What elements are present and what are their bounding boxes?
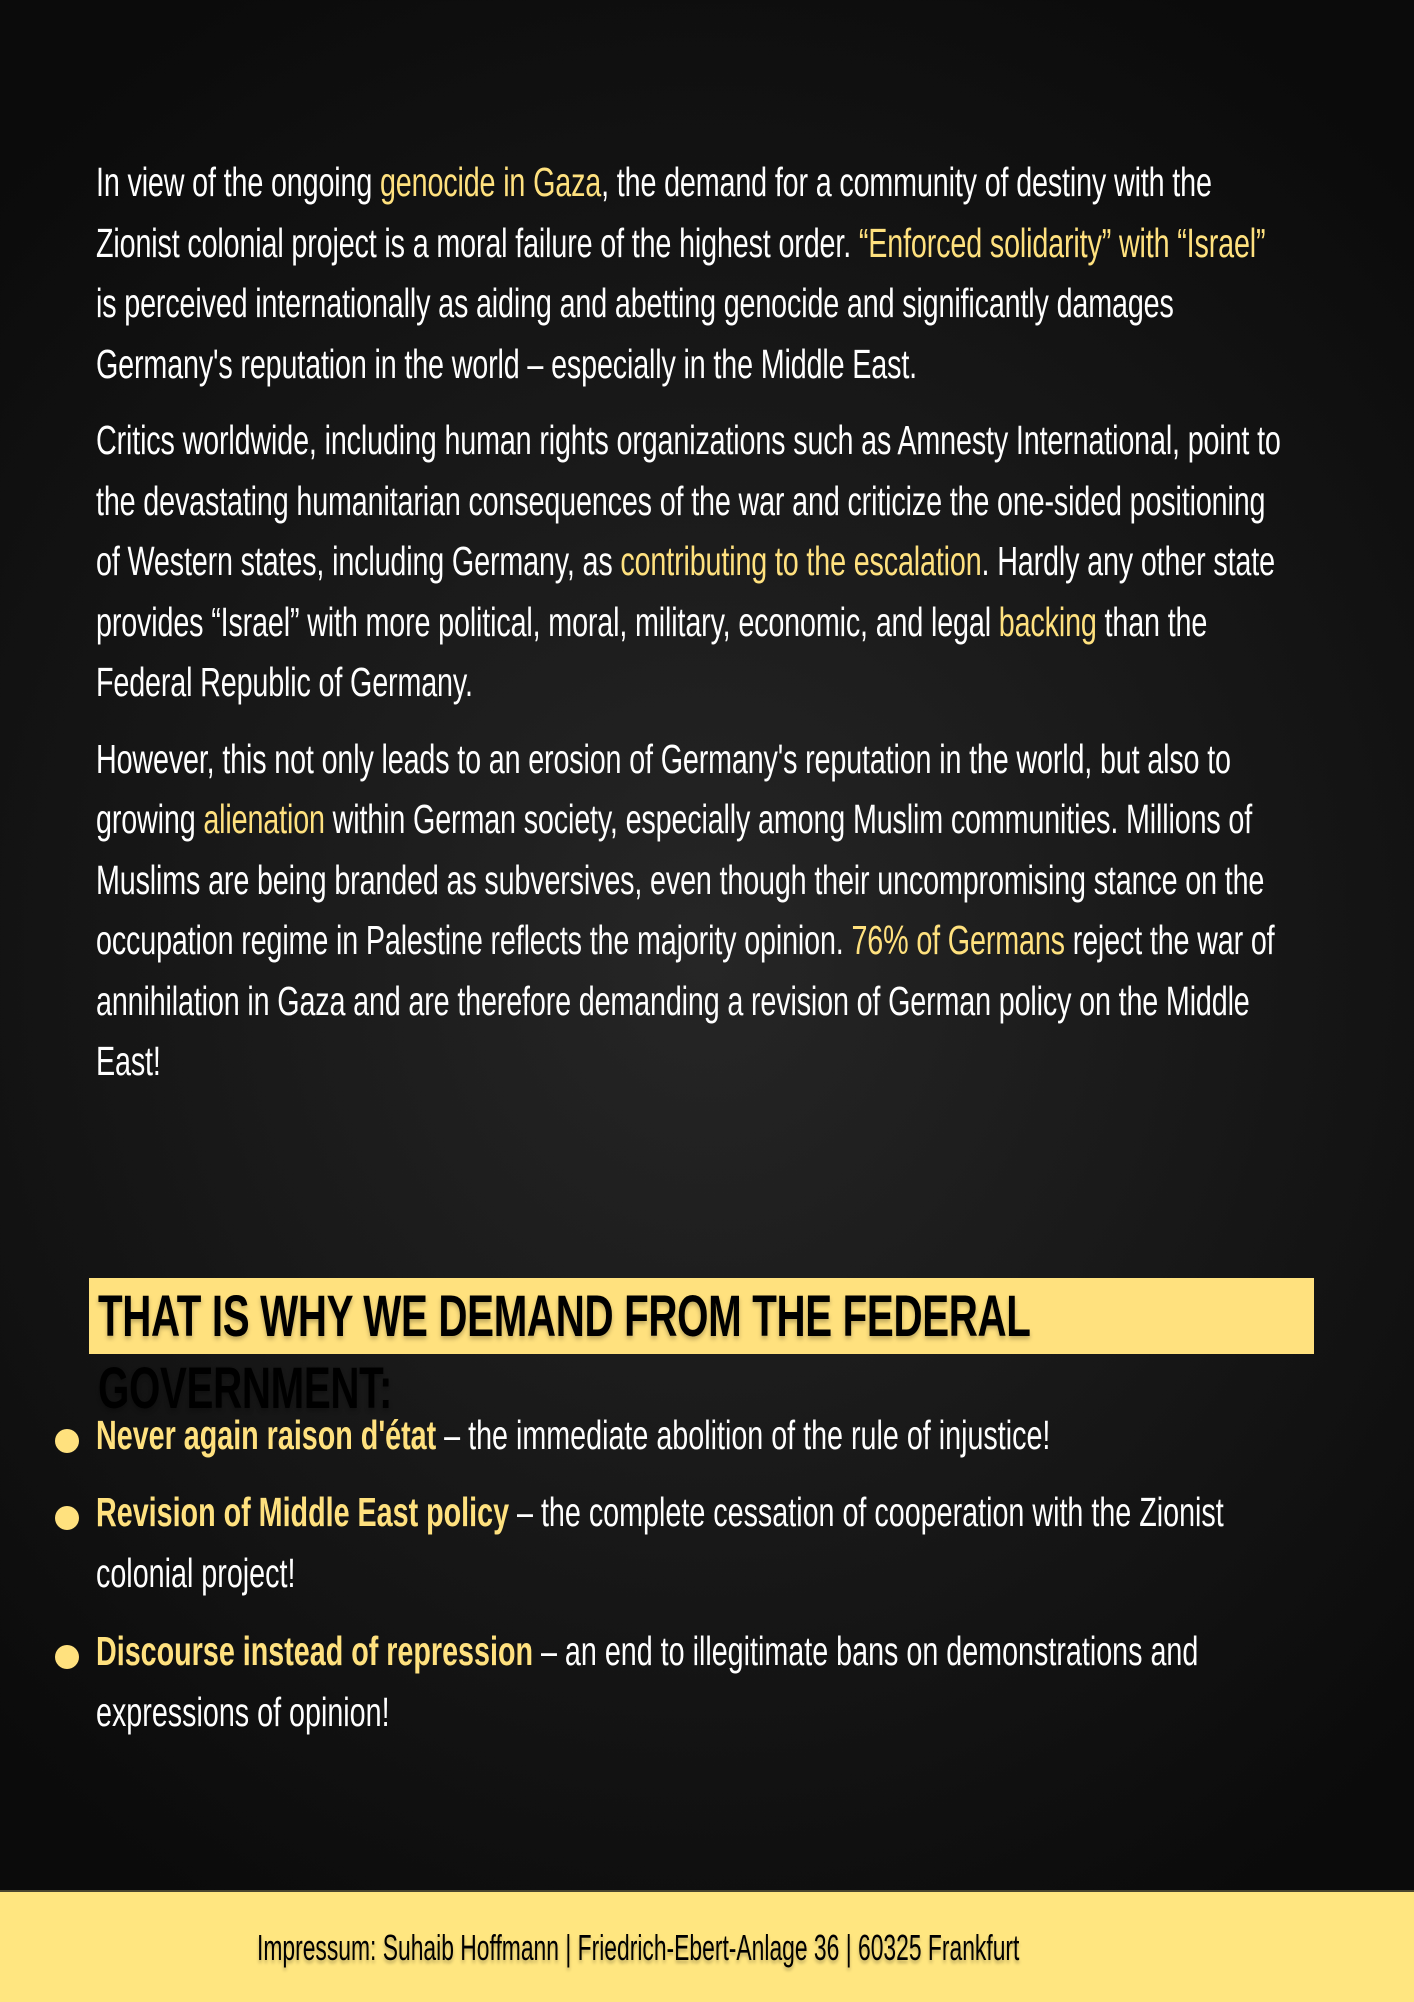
text-segment: , the demand for a community of destiny with the Zionist colonial project is a moral failure of the highest order. (96, 159, 1212, 266)
highlighted-phrase: backing (998, 598, 1097, 645)
demand-title: Never again raison d'état (96, 1412, 437, 1458)
bullet-icon (55, 1429, 79, 1453)
imprint-text: Impressum: Suhaib Hoffmann | Friedrich-Ebert-Anlage 36 | 60325 Frankfurt (257, 1927, 1020, 1968)
text-segment: within German society, especially among Muslim communities. Millions of Muslims are being branded as subversives, even though their uncompromising stance on the occupation regime in Palestine reflects the majority opinion. (96, 796, 1265, 963)
footer-imprint-bar (0, 1890, 1414, 2002)
demand-item (96, 1405, 1286, 1466)
bullet-icon (55, 1506, 79, 1530)
bullet-icon (55, 1645, 79, 1669)
demand-item (96, 1621, 1286, 1742)
demand-title: Discourse instead of repression (96, 1628, 534, 1674)
highlighted-phrase: 76% of Germans (851, 917, 1065, 963)
text-segment: Critics worldwide, including human rights organizations such as Amnesty International, point to the devastating humanitarian consequences of the war and criticize the one-sided positioning of Western states, including Germany, as (96, 417, 1281, 584)
text-segment: is perceived internationally as aiding and abetting genocide and significantly damages Germany's reputation in the world – especially in the Middle East. (96, 280, 1174, 387)
highlighted-phrase: contributing to the escalation (620, 538, 982, 584)
demand-description: – the complete cessation of cooperation with the Zionist colonial project! (96, 1489, 1224, 1596)
demand-description: – the immediate abolition of the rule of injustice! (436, 1412, 1051, 1458)
paragraph-2 (96, 410, 1286, 713)
demand-description: – an end to illegitimate bans on demonstrations and expressions of opinion! (96, 1628, 1199, 1735)
text-segment: than the Federal Republic of Germany. (96, 598, 1208, 705)
highlighted-phrase: alienation (203, 796, 325, 842)
demand-heading: THAT IS WHY WE DEMAND FROM THE FEDERAL GOVERNMENT: (98, 1284, 1030, 1421)
text-segment: However, this not only leads to an erosion of Germany's reputation in the world, but also to growing (96, 735, 1231, 842)
body-text (96, 152, 1286, 1108)
highlighted-phrase: genocide in Gaza (379, 159, 602, 205)
demand-title: Revision of Middle East policy (96, 1489, 510, 1535)
text-segment: In view of the ongoing (96, 159, 380, 205)
paragraph-1 (96, 152, 1286, 394)
demand-item (96, 1482, 1286, 1603)
text-segment: . Hardly any other state provides “Israel” with more political, moral, military, economic, and legal (96, 538, 1275, 645)
highlighted-phrase: “Enforced solidarity” with “Israel” (858, 219, 1266, 266)
text-segment: reject the war of annihilation in Gaza and are therefore demanding a revision of German policy on the Middle East! (96, 917, 1275, 1084)
paragraph-3 (96, 729, 1286, 1092)
